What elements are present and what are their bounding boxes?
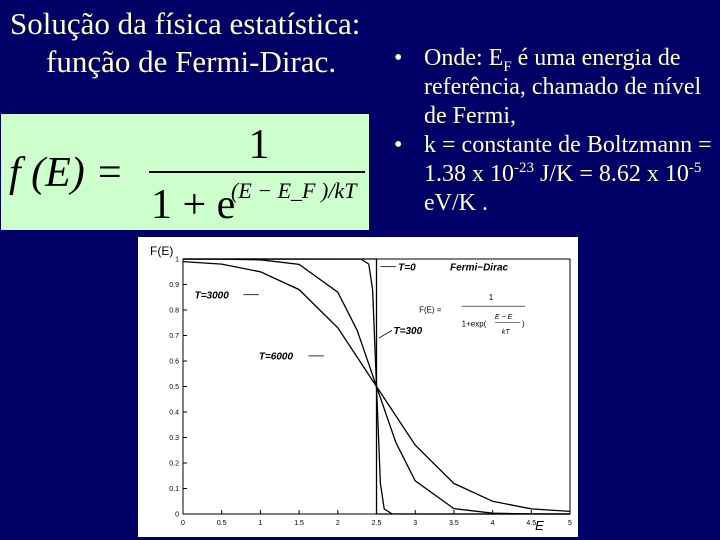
x-tick-label: 3 — [413, 520, 418, 527]
label-fermi-dirac: Fermi−Dirac — [450, 262, 509, 274]
y-tick-label: 0.4 — [169, 409, 179, 417]
y-tick-label: 0.3 — [169, 435, 179, 442]
x-tick-label: 5 — [568, 520, 572, 527]
x-tick-label: 3.5 — [449, 520, 459, 527]
label-t6000: T=6000 — [258, 351, 294, 363]
y-tick-label: 0.6 — [169, 358, 179, 366]
bullet-list — [394, 44, 720, 218]
bullet2-superscript-2: -5 — [688, 160, 702, 176]
inset-formula-denominator: 1+exp( — [461, 319, 487, 329]
inset-formula-close: ) — [522, 319, 525, 329]
chart-background — [138, 237, 578, 537]
inset-formula-frac-denominator: kT — [501, 329, 510, 337]
bullet2-text-pre: k = constante de Boltzmann = 1.38 x 10 — [424, 132, 712, 187]
bullet2-superscript-1: -23 — [514, 160, 534, 176]
bullet1-subscript: F — [503, 58, 512, 75]
label-t3000: T=3000 — [194, 290, 229, 302]
bullet-marker: • — [394, 132, 403, 158]
y-tick-label: 0.1 — [169, 486, 179, 493]
formula-exponent: (E − E_F )/kT — [231, 178, 357, 203]
formula-denominator: 1 + e — [151, 182, 236, 228]
x-tick-label: 1.5 — [294, 520, 304, 527]
y-tick-label: 0.9 — [169, 282, 179, 289]
y-axis-label: F(E) — [150, 244, 174, 258]
bullet-marker: • — [394, 45, 403, 71]
y-tick-label: 1 — [175, 256, 179, 264]
bullet2-text-mid: J/K = 8.62 x 10 — [534, 161, 689, 187]
x-tick-label: 0 — [181, 520, 185, 527]
bullet1-text-post: é uma energia de referência, chamado de nível de Fermi, — [424, 45, 702, 129]
x-tick-label: 4.5 — [526, 520, 537, 527]
inset-formula-lhs: F(E) = — [419, 305, 442, 315]
x-tick-label: 2.5 — [371, 520, 382, 527]
x-tick-label: 4 — [490, 520, 495, 527]
x-axis-label: E — [535, 518, 544, 533]
y-tick-label: 0.5 — [169, 384, 179, 391]
x-tick-label: 2 — [335, 520, 340, 527]
x-tick-label: 0.5 — [216, 520, 227, 527]
y-tick-label: 0 — [175, 511, 179, 519]
title-line-1: Solução da física estatística: — [10, 6, 361, 41]
inset-formula-numerator: 1 — [488, 292, 494, 302]
title-line-2: função de Fermi-Dirac. — [46, 44, 337, 79]
formula-svg — [1, 114, 369, 230]
label-t300: T=300 — [393, 326, 423, 338]
bullet2-text-post: eV/K . — [424, 190, 488, 216]
inset-formula-frac-numerator: E − E — [494, 313, 513, 321]
label-t0: T=0 — [398, 262, 416, 274]
bullet-boltzmann — [394, 131, 720, 218]
formula-numerator: 1 — [248, 122, 270, 168]
bullet1-text-pre: Onde: E — [424, 45, 504, 71]
fermi-dirac-chart — [138, 237, 578, 537]
y-tick-label: 0.7 — [169, 333, 179, 340]
y-tick-label: 0.8 — [169, 307, 179, 315]
bullet-fermi-level — [394, 44, 720, 131]
y-tick-label: 0.2 — [169, 460, 179, 468]
x-tick-label: 1 — [258, 520, 263, 527]
fermi-dirac-formula — [1, 114, 369, 230]
slide-title — [10, 6, 361, 79]
formula-lhs: f (E) = — [9, 150, 124, 196]
